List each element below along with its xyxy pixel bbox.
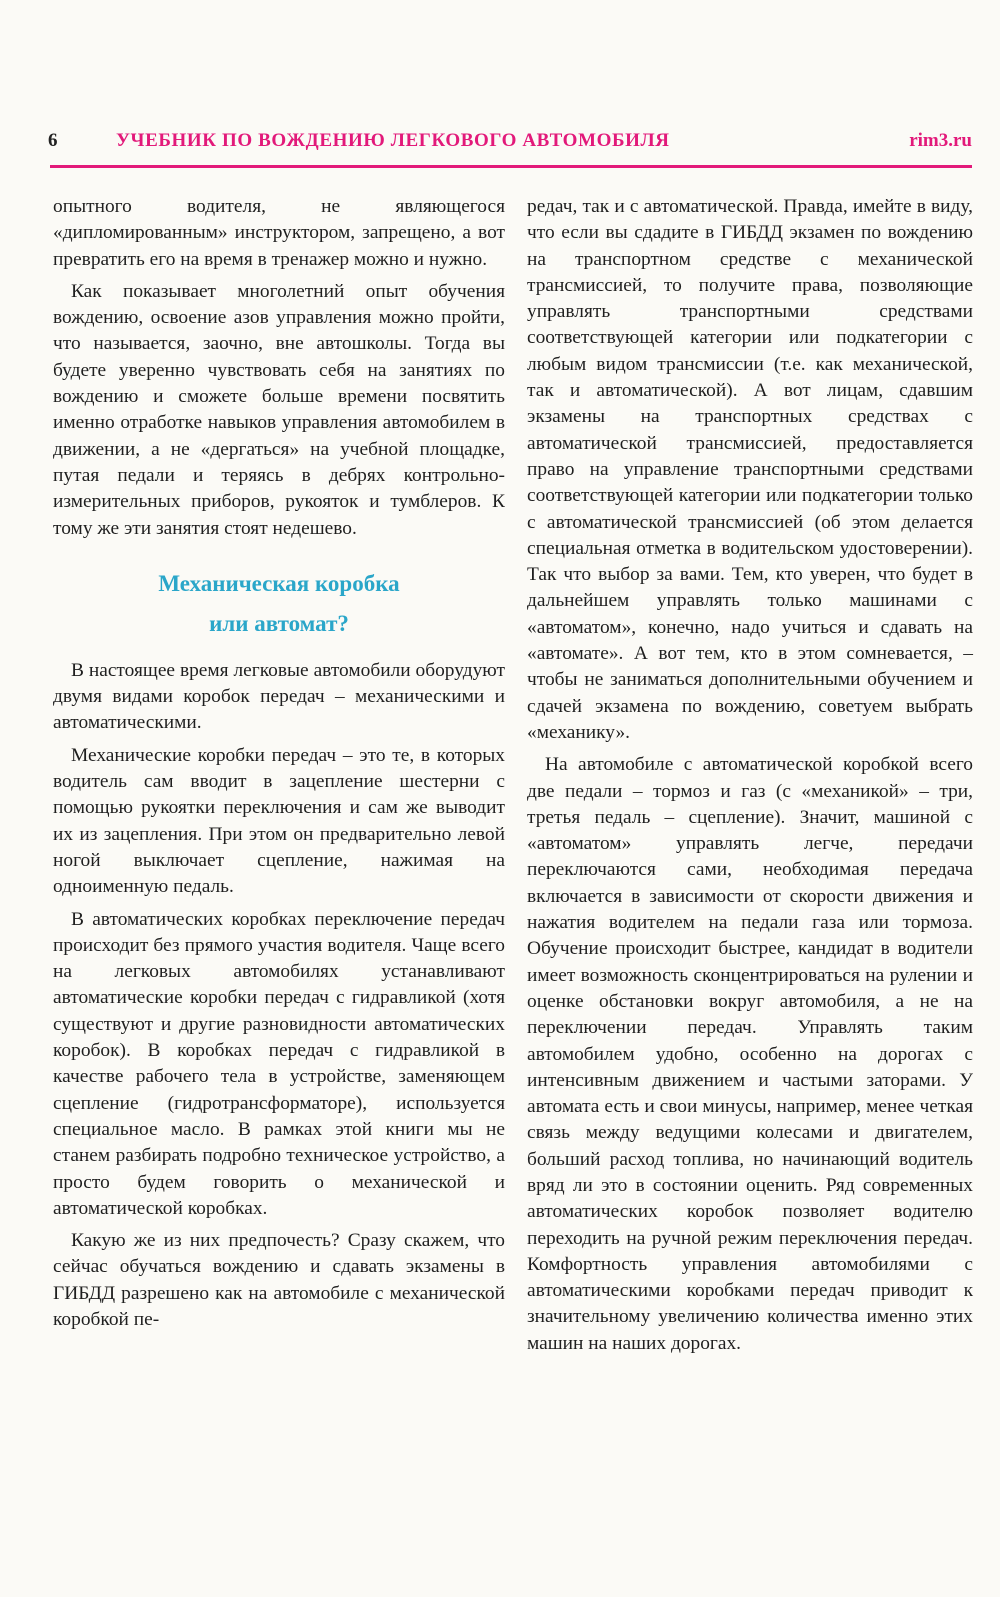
right-column (527, 194, 973, 1363)
page-header (48, 124, 972, 160)
paragraph: На автомобиле с автоматической коробкой всего две педали – тормоз и газ (с «механикой» – три, третья педаль – сцепление). Значит, машиной с «автоматом» управлять легче, передачи переключаются сами, необходимая передача включается в зависимости от скорости движения и нажатия водителем на педали газа или тормоза. Обучение происходит быстрее, кандидат в водители имеет возможность сконцентрироваться на рулении и оценке обстановки вокруг автомобиля, а не на переключении передач. Управлять таким автомобилем удобно, особенно на дорогах с интенсивным движением и частыми заторами. У автомата есть и свои минусы, например, менее четкая связь между ведущими колесами и двигателем, больший расход топлива, но начинающий водитель вряд ли это в состоянии оценить. Ряд современных автоматических коробок позволяет водителю переходить на ручной режим переключения передач. Комфортность управления автомобилями с автоматическими коробками передач приводит к значительному увеличению количества именно этих машин на наших дорогах. (527, 754, 973, 1354)
page-number: 6 (48, 130, 58, 151)
paragraph: Какую же из них предпочесть? Сразу скажем, что сейчас обучаться вождению и сдавать экзамены в ГИБДД разрешено как на автомобиле с механической коробкой пе- (53, 1230, 505, 1330)
paragraph: редач, так и с автоматической. Правда, имейте в виду, что если вы сдадите в ГИБДД экзамен по вождению на транспортном средстве с механической трансмиссией, то получите права, позволяющие управлять транспортными средствами соответствующей категории или подкатегории с любым видом трансмиссии (т.е. как механической, так и автоматической). А вот лицам, сдавшим экзамены на транспортных средствах с автоматической трансмиссией, предоставляется право на управление транспортными средствами соответствующей категории или подкатегории только с автоматической трансмиссией (об этом делается специальная отметка в водительском удостоверении). Так что выбор за вами. Тем, кто уверен, что будет в дальнейшем управлять только машинами с «автоматом», конечно, надо учиться и сдавать на «автомате». А вот тем, кто в этом сомневается, – чтобы не заниматься дополнительными обучением и сдачей экзамена по вождению, советуем выбрать «механику». (527, 196, 973, 743)
heading-line: или автомат? (209, 610, 349, 636)
running-title: УЧЕБНИК ПО ВОЖДЕНИЮ ЛЕГКОВОГО АВТОМОБИЛЯ (116, 130, 670, 151)
left-column (53, 194, 505, 1339)
paragraph: опытного водителя, не являющегося «дипломированным» инструктором, запрещено, а вот превратить его на время в тренажер можно и нужно. (53, 196, 505, 270)
paragraph: В настоящее время легковые автомобили оборудуют двумя видами коробок передач – механическими и автоматическими. (53, 659, 505, 734)
header-rule (50, 165, 972, 168)
heading-line: Механическая коробка (158, 570, 400, 596)
site-name: rim3.ru (909, 130, 972, 151)
section-heading (53, 564, 505, 644)
paragraph: Механические коробки передач – это те, в которых водитель сам вводит в зацепление шестерни с помощью рукоятки переключения и сам же выводит их из зацепления. При этом он предварительно левой ногой выключает сцепление, нажимая на одноименную педаль. (53, 744, 505, 898)
paragraph: В автоматических коробках переключение передач происходит без прямого участия водителя. Чаще всего на легковых автомобилях устанавливают автоматические коробки передач с гидравликой (хотя существуют и другие разновидности автоматических коробок). В коробках передач с гидравликой в качестве рабочего тела в устройстве, заменяющем сцепление (гидротрансформаторе), используется специальное масло. В рамках этой книги мы не станем разбирать подробно техническое устройство, а просто будем говорить о механической и автоматической коробках. (53, 908, 505, 1219)
paragraph: Как показывает многолетний опыт обучения вождению, освоение азов управления можно пройти, что называется, заочно, вне автошколы. Тогда вы будете уверенно чувствовать себя на занятиях по вождению и сможете больше времени посвятить именно отработке навыков управления автомобилем в движении, а не «дергаться» на учебной площадке, путая педали и теряясь в дебрях контрольно-измерительных приборов, рукояток и тумблеров. К тому же эти занятия стоят недешево. (53, 280, 505, 539)
